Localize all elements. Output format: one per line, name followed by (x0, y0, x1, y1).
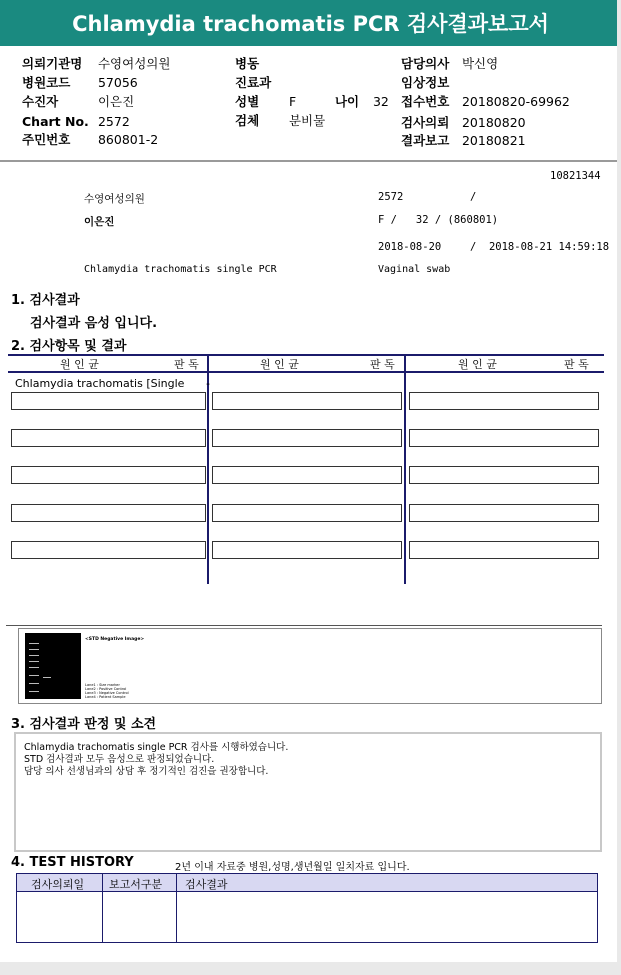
resident-value: 860801-2 (97, 132, 159, 147)
print-institution: 수영여성의원 (84, 193, 145, 205)
doctor-value: 박신영 (461, 56, 499, 71)
specimen-label: 검체 (235, 113, 260, 128)
request-label: 검사의뢰 (401, 115, 450, 130)
print-patient: 이은진 (84, 216, 115, 228)
gel-legend-line: Lane1 : Size marker (85, 683, 120, 687)
col-pathogen-1: 원 인 균 (60, 358, 99, 371)
section-history-title: 4. TEST HISTORY (11, 855, 134, 870)
col-pathogen-3: 원 인 균 (458, 358, 497, 371)
gel-band (29, 661, 39, 662)
section-result-title: 1. 검사결과 (11, 293, 80, 308)
image-divider (6, 625, 602, 626)
gel-caption: <STD Negative Image> (85, 637, 145, 642)
print-specimen: Vaginal swab (378, 264, 451, 275)
opinion-box (14, 732, 602, 852)
doctor-label: 담당의사 (401, 56, 450, 71)
sex-age-row (235, 94, 389, 110)
result-summary: 검사결과 음성 입니다. (30, 316, 158, 331)
scroll-edge (617, 0, 621, 975)
opinion-line: STD 검사결과 모두 음성으로 판정되었습니다. (24, 754, 215, 765)
gel-band (43, 677, 51, 678)
age-value: 32 (372, 94, 389, 109)
request-row (401, 115, 526, 131)
report-value: 20180821 (461, 133, 526, 148)
result-field (409, 504, 599, 522)
history-divider-2 (176, 874, 177, 942)
history-col-request: 검사의뢰일 (31, 878, 85, 891)
hospital-code-value: 57056 (97, 75, 138, 90)
history-header-row (17, 874, 597, 892)
first-pathogen-judge: - (205, 377, 210, 390)
institution-value: 수영여성의원 (97, 56, 171, 71)
report-row (401, 133, 526, 149)
col-pathogen-2: 원 인 균 (260, 358, 299, 371)
print-date-request: 2018-08-20 (378, 241, 442, 253)
gel-legend (85, 683, 129, 699)
result-field (11, 429, 206, 447)
result-field (11, 504, 206, 522)
hospital-code-label: 병원코드 (22, 75, 71, 90)
header-divider (0, 160, 617, 162)
footer-bar (0, 962, 621, 975)
gel-band (29, 675, 39, 676)
receipt-row (401, 94, 570, 110)
patient-label: 수진자 (22, 94, 59, 109)
history-col-type: 보고서구분 (109, 878, 163, 891)
history-table (16, 873, 598, 943)
result-field (409, 392, 599, 410)
result-field (212, 466, 402, 484)
chart-label: Chart No. (22, 114, 89, 129)
receipt-value: 20180820-69962 (461, 94, 570, 109)
dept-row (235, 75, 271, 91)
print-date-report: / 2018-08-21 14:59:18 (470, 241, 610, 253)
ward-row (235, 56, 259, 72)
print-code: 10821344 (550, 170, 601, 182)
items-grid-header (8, 354, 604, 373)
gel-legend-line: Lane2 : Positive Control (85, 687, 127, 691)
gel-legend-line: Lane3 : Negative Control (85, 691, 129, 695)
print-sex-age: F / 32 / (860801) (378, 214, 499, 226)
sex-label: 성별 (235, 94, 260, 109)
history-note: 2년 이내 자료중 병원,성명,생년월일 일치자료 입니다. (175, 862, 410, 873)
patient-row (22, 94, 134, 110)
hospital-code-row (22, 75, 138, 91)
gel-band (29, 649, 39, 650)
result-field (212, 429, 402, 447)
col-judge-1: 판 독 (174, 358, 199, 371)
col-judge-2: 판 독 (370, 358, 395, 371)
result-field (409, 466, 599, 484)
resident-row (22, 132, 158, 148)
ward-label: 병동 (235, 56, 260, 71)
chart-value: 2572 (97, 114, 130, 129)
dept-label: 진료과 (235, 75, 272, 90)
section-opinion-title: 3. 검사결과 판정 및 소견 (11, 717, 157, 732)
institution-label: 의뢰기관명 (22, 56, 83, 71)
specimen-row (235, 113, 325, 129)
result-field (11, 392, 206, 410)
patient-info (22, 54, 602, 154)
report-title: Chlamydia trachomatis PCR 검사결과보고서 (0, 0, 621, 46)
request-value: 20180820 (461, 115, 526, 130)
opinion-line: 담당 의사 선생님과의 상담 후 정기적인 검진을 권장합니다. (24, 766, 269, 777)
gel-image-panel (18, 628, 602, 704)
result-field (409, 429, 599, 447)
clinical-row (401, 75, 449, 91)
print-chart: 2572 (378, 191, 404, 203)
result-field (212, 541, 402, 559)
gel-image (25, 633, 81, 699)
col-judge-3: 판 독 (564, 358, 589, 371)
gel-band (29, 683, 39, 684)
print-slash: / (470, 191, 477, 203)
gel-band (29, 643, 39, 644)
resident-label: 주민번호 (22, 132, 71, 147)
result-field (11, 541, 206, 559)
result-field (11, 466, 206, 484)
gel-band (29, 655, 39, 656)
gel-band (29, 667, 39, 668)
result-field (212, 392, 402, 410)
report-label: 결과보고 (401, 133, 450, 148)
specimen-value: 분비물 (288, 113, 326, 128)
receipt-label: 접수번호 (401, 94, 450, 109)
history-divider-1 (102, 874, 103, 942)
age-label: 나이 (334, 94, 360, 109)
gel-band (29, 691, 39, 692)
chart-row (22, 114, 130, 130)
clinical-label: 임상정보 (401, 75, 450, 90)
sex-value: F (288, 94, 297, 109)
gel-legend-line: Lane4 : Patient Sample (85, 695, 126, 699)
grid-divider-2 (404, 354, 406, 584)
history-col-result: 검사결과 (185, 878, 228, 891)
section-items-title: 2. 검사항목 및 결과 (11, 339, 127, 354)
first-pathogen-name: Chlamydia trachomatis [Single (15, 377, 185, 390)
first-pathogen-item (15, 377, 210, 390)
opinion-line: Chlamydia trachomatis single PCR 검사를 시행하였습니다. (24, 742, 289, 753)
result-field (409, 541, 599, 559)
institution-row (22, 56, 170, 72)
doctor-row (401, 56, 498, 72)
patient-value: 이은진 (97, 94, 135, 109)
print-test-name: Chlamydia trachomatis single PCR (84, 264, 277, 275)
result-field (212, 504, 402, 522)
